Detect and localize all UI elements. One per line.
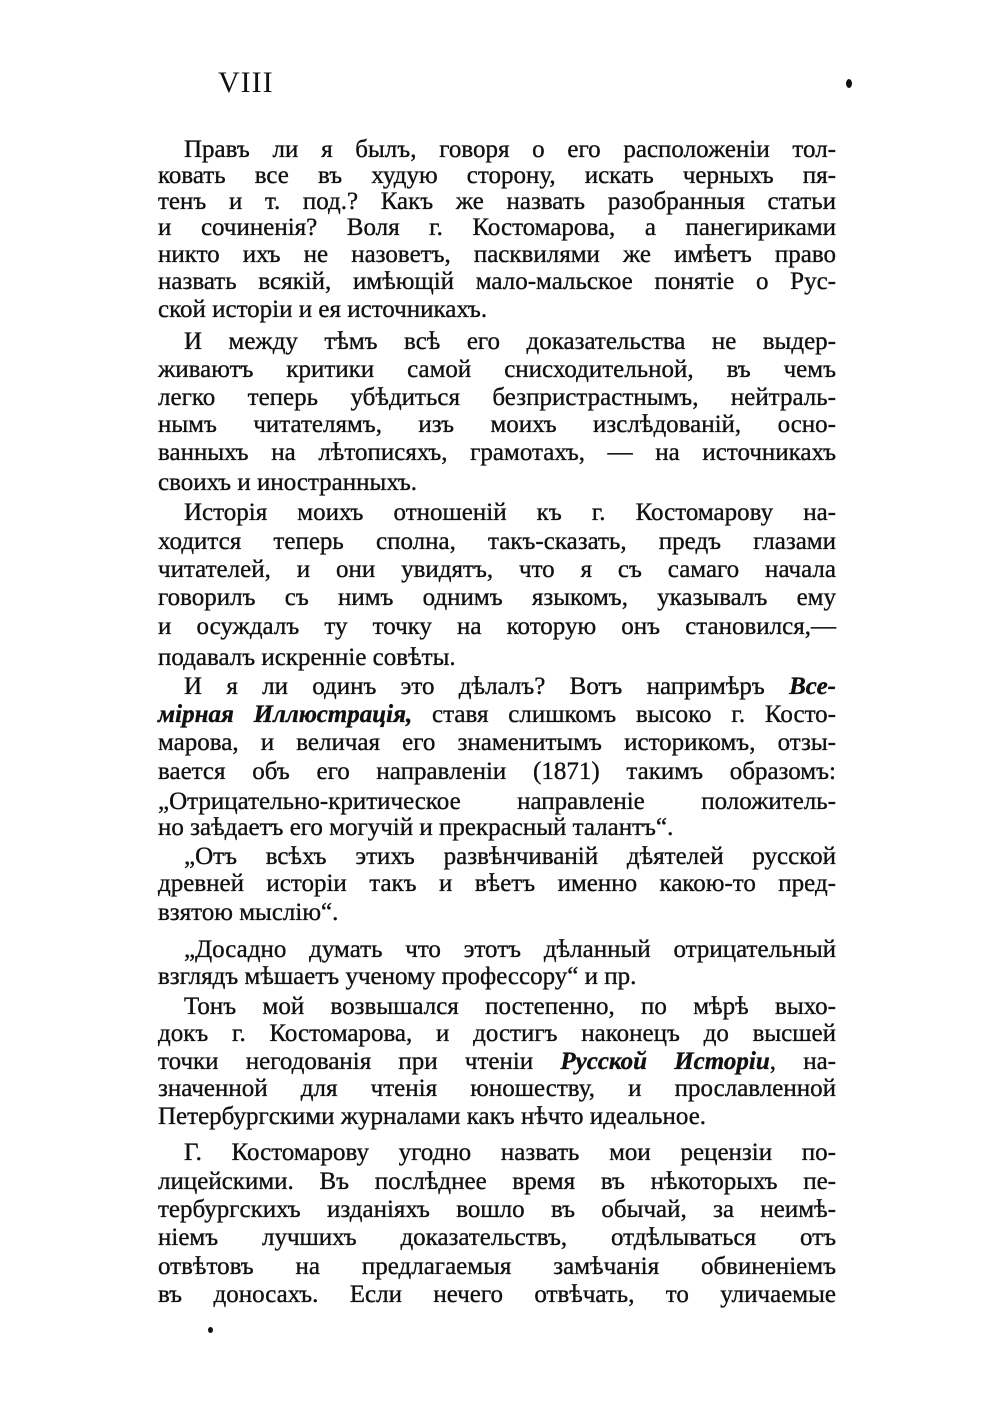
text-line	[158, 700, 836, 730]
text-line: „Отрицательно-критическое направленіе положитель-	[158, 788, 836, 815]
text-line: легко теперь убѣдиться безпристрастнымъ, нейтраль-	[158, 384, 836, 411]
text-line: марова, и величая его знаменитымъ историкомъ, отзы-	[158, 729, 836, 756]
text-line: и осуждалъ ту точку на которую онъ становился,—	[158, 613, 836, 640]
text-segment: ставя слишкомъ высоко г. Косто-	[412, 701, 836, 728]
text-line: отвѣтовъ на предлагаемыя замѣчанія обвиненіемъ	[158, 1253, 836, 1280]
text-line: лицейскими. Въ послѣднее время въ нѣкоторыхъ пе-	[158, 1168, 836, 1195]
text-line: взглядъ мѣшаетъ ученому профессору“ и пр.	[158, 963, 637, 990]
text-line: Г. Костомарову угодно назвать мои рецензіи по-	[184, 1139, 836, 1166]
text-line: назвать всякій, имѣющій мало-мальское понятіе о Рус-	[158, 268, 836, 295]
page-number: VIII	[218, 66, 274, 99]
text-line: Тонъ мой возвышался постепенно, по мѣрѣ выхо-	[184, 993, 836, 1020]
text-segment: точки негодованія при чтеніи	[158, 1048, 561, 1075]
text-line: Петербургскими журналами какъ нѣчто идеальное.	[158, 1103, 707, 1130]
text-line: тербургскихъ изданіяхъ вошло въ обычай, за неимѣ-	[158, 1196, 836, 1223]
text-line: читателей, и они увидятъ, что я съ самаго начала	[158, 556, 836, 583]
text-line: значенной для чтенія юношеству, и прославленной	[158, 1075, 836, 1102]
text-line: говорилъ съ нимъ однимъ языкомъ, указывалъ ему	[158, 584, 836, 611]
text-line: Исторія моихъ отношеній къ г. Костомарову на-	[184, 499, 836, 526]
text-line: подавалъ искренніе совѣты.	[158, 644, 456, 671]
text-line: ванныхъ на лѣтописяхъ, грамотахъ, — на источникахъ	[158, 439, 836, 466]
text-line: докъ г. Костомарова, и достигъ наконецъ до высшей	[158, 1020, 836, 1047]
scan-speck	[208, 1327, 213, 1333]
text-line: взятою мыслію“.	[158, 899, 339, 926]
text-line: „Отъ всѣхъ этихъ развѣнчиваній дѣятелей русской	[184, 843, 836, 870]
text-line: въ доносахъ. Если нечего отвѣчать, то уличаемые	[158, 1281, 836, 1308]
text-line: и сочиненія? Воля г. Костомарова, а панегириками	[158, 214, 836, 241]
text-segment: , на-	[769, 1048, 836, 1075]
text-line: никто ихъ не назоветъ, пасквилями же имѣетъ право	[158, 241, 836, 268]
italic-title: Все-	[789, 673, 836, 700]
text-line: тенъ и т. под.? Какъ же назвать разобранныя статьи	[158, 188, 836, 215]
text-line: „Досадно думать что этотъ дѣланный отрицательный	[184, 936, 836, 963]
text-segment: И я ли одинъ это дѣлалъ? Вотъ напримѣръ	[184, 673, 790, 700]
text-line	[184, 672, 836, 702]
text-line: Правъ ли я былъ, говоря о его расположеніи тол-	[184, 136, 836, 163]
text-line: И между тѣмъ всѣ его доказательства не выдер-	[184, 328, 836, 355]
text-line: вается объ его направленіи (1871) такимъ образомъ:	[158, 758, 836, 785]
text-line: живаютъ критики самой снисходительной, въ чемъ	[158, 356, 836, 383]
text-line: ходится теперь сполна, такъ-сказать, предъ глазами	[158, 528, 836, 555]
italic-title: мірная Иллюстрація,	[158, 701, 413, 728]
text-line: ніемъ лучшихъ доказательствъ, отдѣлываться отъ	[158, 1224, 836, 1251]
text-line	[158, 1047, 836, 1077]
italic-title: Русской Исторіи	[560, 1048, 770, 1075]
text-line: но заѣдаетъ его могучій и прекрасный талантъ“.	[158, 814, 674, 841]
text-line: ской исторіи и ея источникахъ.	[158, 296, 488, 323]
text-line: ковать все въ худую сторону, искать черныхъ пя-	[158, 162, 836, 189]
text-line: древней исторіи такъ и вѣетъ именно какою-то пред-	[158, 870, 836, 897]
text-line: нымъ читателямъ, изъ моихъ изслѣдованій, осно-	[158, 411, 836, 438]
scan-speck	[846, 79, 852, 88]
text-line: своихъ и иностранныхъ.	[158, 469, 418, 496]
